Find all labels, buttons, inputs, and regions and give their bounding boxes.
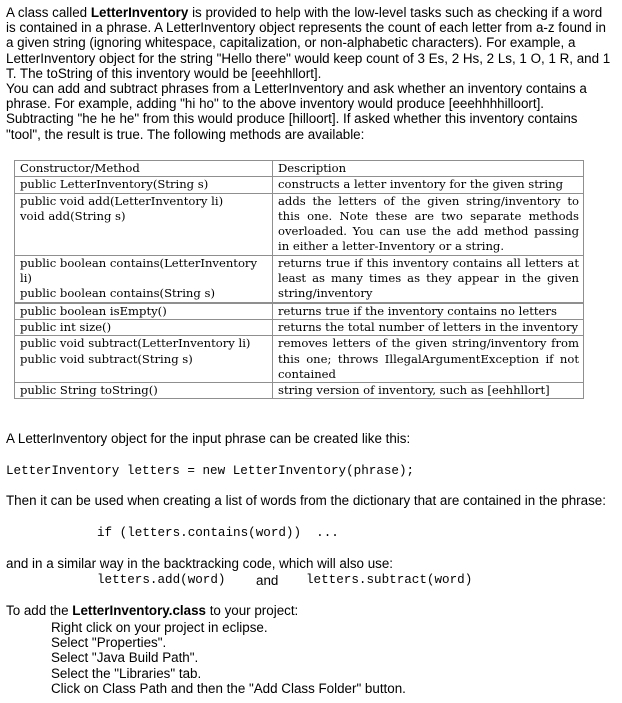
method-signature: public int size() bbox=[20, 319, 112, 334]
usage-text: Then it can be used when creating a list of words from the dictionary that are contained in the phrase: bbox=[6, 493, 606, 508]
intro-text-rest: is provided to help with the low-level tasks such as checking if a word is contained in a phrase. A LetterInventory object represents the count of each letter from a-z found in a given string (ignoring whitespace, capitalization, or non-alphabetic characters). For example, a LetterInventory object for the string "Hello there" would keep count of 3 Es, 2 Hs, 2 Ls, 1 O, 1 R, and 1 T. The toString of this inventory would be [eeehhllort]. bbox=[6, 5, 611, 81]
method-signature: public void subtract(LetterInventory li) bbox=[20, 336, 251, 351]
header-description: Description bbox=[273, 161, 584, 177]
table-row bbox=[15, 336, 584, 383]
method-signature: public boolean contains(String s) bbox=[20, 286, 215, 301]
add-code: letters.add(word) bbox=[97, 573, 226, 587]
project-class-name: LetterInventory.class bbox=[72, 603, 206, 618]
table-row bbox=[15, 255, 584, 302]
steps-list bbox=[51, 620, 406, 696]
step-item: Select "Properties". bbox=[51, 635, 167, 651]
method-signature: public void add(LetterInventory li) bbox=[20, 193, 224, 208]
methods-table bbox=[14, 160, 584, 399]
step-item: Click on Class Path and then the "Add Class Folder" button. bbox=[51, 680, 406, 696]
description-cell: string version of inventory, such as [eehhllort] bbox=[273, 383, 584, 399]
intro-section bbox=[6, 5, 612, 142]
method-signature: public LetterInventory(String s) bbox=[20, 177, 209, 192]
project-heading-start: To add the bbox=[6, 603, 73, 618]
step-item: Select the "Libraries" tab. bbox=[51, 665, 202, 681]
description-cell: constructs a letter inventory for the given string bbox=[273, 177, 584, 193]
if-code: if (letters.contains(word)) ... bbox=[97, 526, 339, 540]
method-cell bbox=[15, 177, 273, 193]
description-cell: returns the total number of letters in the inventory bbox=[273, 319, 584, 335]
method-signature: public String toString() bbox=[20, 383, 158, 398]
intro-paragraph-2: You can add and subtract phrases from a LetterInventory and ask whether an inventory contains a phrase. For example, adding "hi ho" to the above inventory would produce [eeehhhhilloort]. Subtracting "he he he" from this would produce [hilloort]. If asked whether this inventory contains "tool", the result is true. The following methods are available: bbox=[6, 81, 587, 142]
table-header-row bbox=[15, 161, 584, 177]
table-row bbox=[15, 193, 584, 255]
method-cell bbox=[15, 336, 273, 383]
intro-paragraph-1 bbox=[6, 5, 612, 81]
method-cell bbox=[15, 303, 273, 319]
table-row bbox=[15, 383, 584, 399]
method-cell bbox=[15, 319, 273, 335]
description-cell: adds the letters of the given string/inventory to this one. Note these are two separate methods overloaded. You can use the add method passing in either a letter-Inventory or a string. bbox=[273, 193, 584, 255]
method-cell bbox=[15, 383, 273, 399]
backtracking-text: and in a similar way in the backtracking code, which will also use: bbox=[6, 556, 394, 571]
step-item: Right click on your project in eclipse. bbox=[51, 620, 268, 635]
and-word: and bbox=[256, 573, 279, 588]
create-code: LetterInventory letters = new LetterInventory(phrase); bbox=[6, 464, 415, 478]
create-instructions: A LetterInventory object for the input phrase can be created like this: bbox=[6, 431, 411, 446]
description-cell: returns true if the inventory contains no letters bbox=[273, 303, 584, 319]
subtract-code: letters.subtract(word) bbox=[306, 573, 473, 587]
project-heading-end: to your project: bbox=[205, 603, 299, 618]
method-signature: public boolean isEmpty() bbox=[20, 303, 167, 318]
table-row bbox=[15, 319, 584, 335]
class-name: LetterInventory bbox=[90, 5, 189, 20]
step-item: Select "Java Build Path". bbox=[51, 650, 199, 666]
method-signature: public boolean contains(LetterInventory li) bbox=[20, 255, 258, 286]
header-method: Constructor/Method bbox=[15, 161, 273, 177]
method-signature: void add(String s) bbox=[20, 208, 126, 223]
table-row bbox=[15, 303, 584, 319]
intro-text-start: A class called bbox=[6, 5, 91, 20]
description-cell: removes letters of the given string/inventory from this one; throws IllegalArgumentException if not contained bbox=[273, 336, 584, 383]
project-heading bbox=[6, 603, 298, 618]
method-cell bbox=[15, 193, 273, 255]
description-cell: returns true if this inventory contains all letters at least as many times as they appear in the given string/inventory bbox=[273, 255, 584, 302]
method-signature: public void subtract(String s) bbox=[20, 351, 193, 366]
method-cell bbox=[15, 255, 273, 302]
table-row bbox=[15, 177, 584, 193]
